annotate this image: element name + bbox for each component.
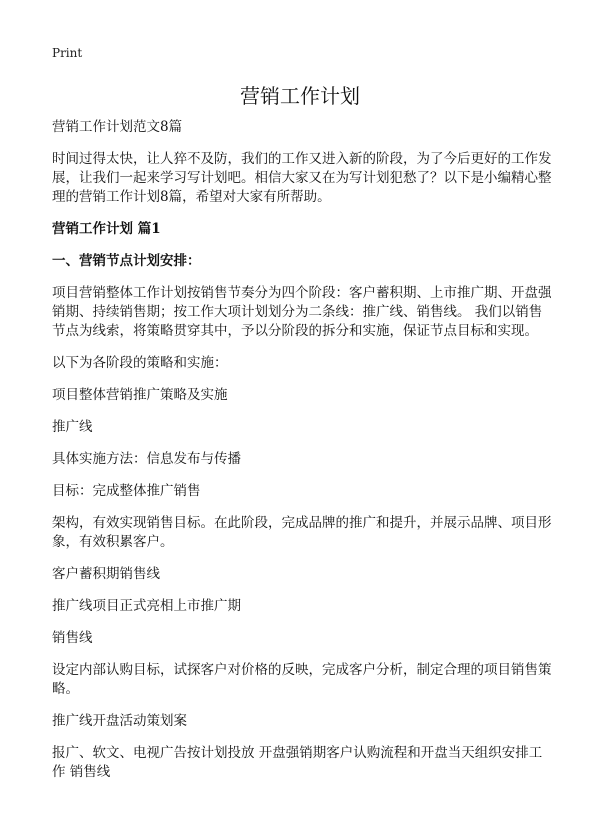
paragraph: 具体实施方法：信息发布与传播 — [52, 451, 241, 467]
paragraph: 项目营销整体工作计划按销售节奏分为四个阶段：客户蓄积期、上市推广期、开盘强销期、持续销售期；按工作大项计划划分为二条线：推广线、销售线。 我们以销售节点为线索，将策略贯穿其中，予以分阶段的拆分和实施，保证节点目标和实现。 — [52, 285, 552, 339]
document-title: 营销工作计划 — [240, 84, 360, 108]
subsection-title: 一、营销节点计划安排： — [52, 253, 201, 269]
paragraph: 推广线 — [52, 419, 93, 435]
paragraph: 报广、软文、电视广告按计划投放 开盘强销期客户认购流程和开盘当天组织安排工作 销售线 — [52, 745, 543, 780]
document-body — [52, 118, 552, 795]
paragraph: 以下为各阶段的策略和实施： — [52, 355, 228, 371]
intro-paragraph: 时间过得太快，让人猝不及防，我们的工作又进入新的阶段，为了今后更好的工作发展，让我们一起来学习写计划吧。相信大家又在为写计划犯愁了？以下是小编精心整理的营销工作计划8篇，希望对大家有所帮助。 — [52, 151, 552, 205]
print-link[interactable]: Print — [52, 46, 83, 60]
paragraph: 目标：完成整体推广销售 — [52, 483, 201, 499]
paragraph: 推广线项目正式亮相上市推广期 — [52, 598, 241, 614]
document-subtitle: 营销工作计划范文8篇 — [52, 119, 183, 135]
paragraph: 推广线开盘活动策划案 — [52, 713, 187, 729]
paragraph: 架构，有效实现销售目标。在此阶段，完成品牌的推广和提升，并展示品牌、项目形象，有效积累客户。 — [52, 515, 552, 550]
section-title: 营销工作计划 篇1 — [52, 221, 161, 237]
paragraph: 销售线 — [52, 630, 93, 646]
paragraph: 项目整体营销推广策略及实施 — [52, 387, 228, 403]
paragraph: 客户蓄积期销售线 — [52, 566, 160, 582]
paragraph: 设定内部认购目标，试探客户对价格的反映，完成客户分析，制定合理的项目销售策略。 — [52, 662, 552, 697]
